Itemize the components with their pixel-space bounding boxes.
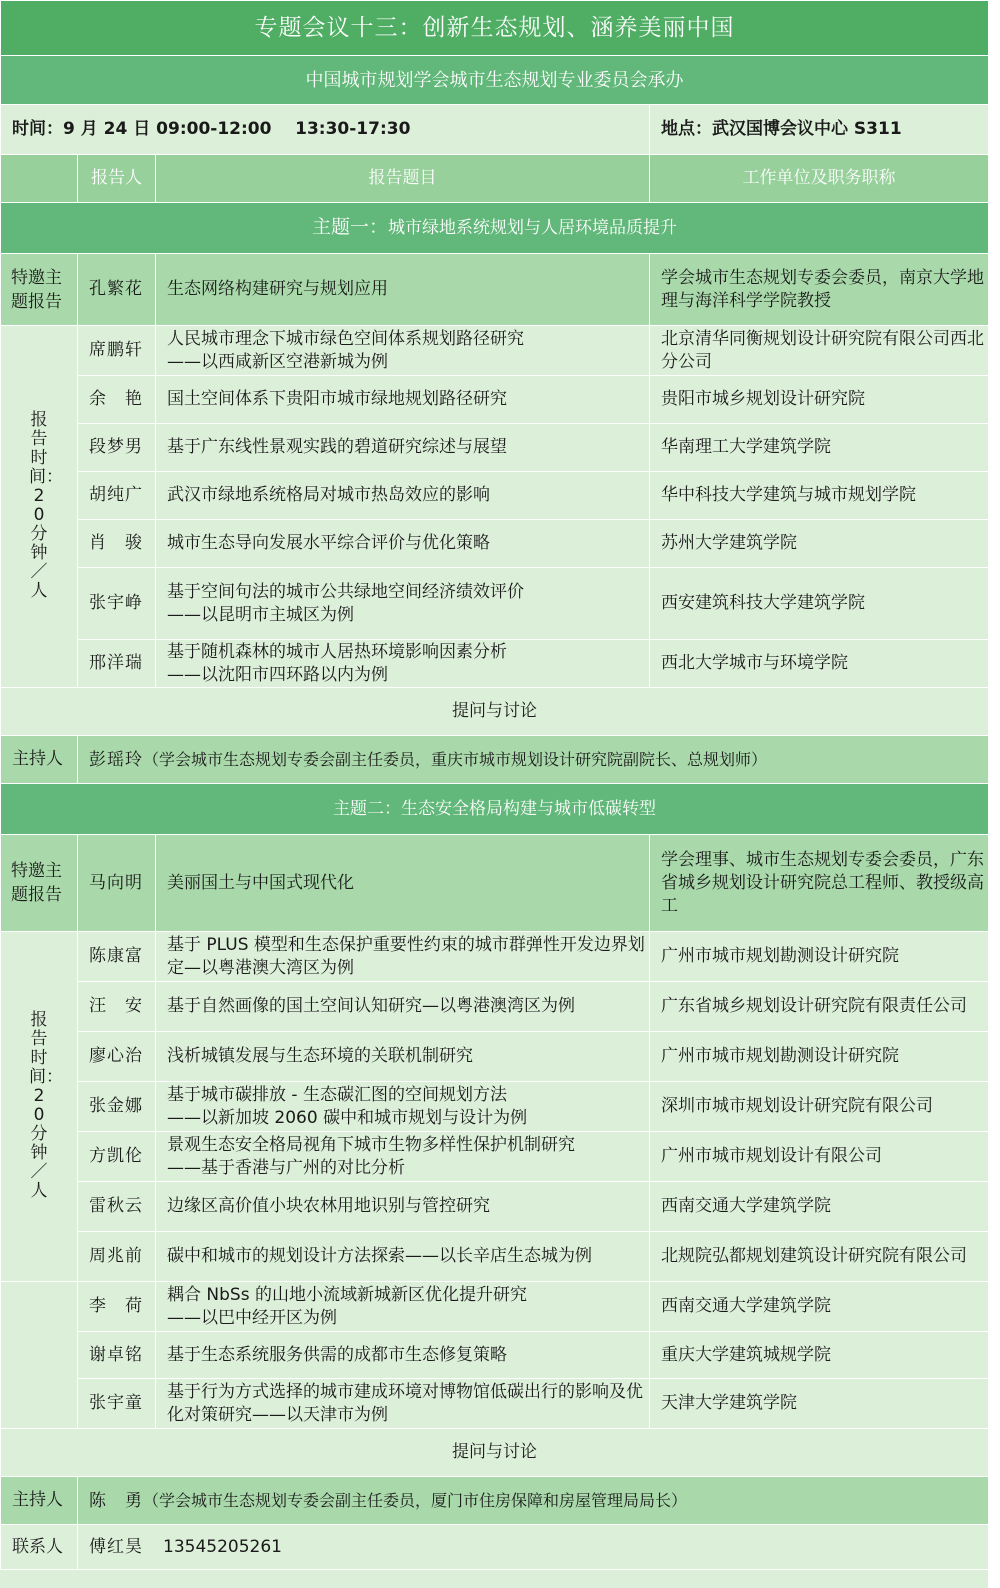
talk-topic: 人民城市理念下城市绿色空间体系规划路径研究 ——以西咸新区空港新城为例 [156, 326, 650, 376]
talk-affiliation: 西安建筑科技大学建筑学院 [650, 568, 989, 640]
talk-speaker: 陈康富 [78, 932, 156, 982]
talk-speaker: 段梦男 [78, 424, 156, 472]
talk-speaker: 席鹏轩 [78, 326, 156, 376]
talk-topic: 景观生态安全格局视角下城市生物多样性保护机制研究 ——基于香港与广州的对比分析 [156, 1132, 650, 1182]
talk-topic: 浅析城镇发展与生态环境的关联机制研究 [156, 1032, 650, 1082]
talk-affiliation: 北京清华同衡规划设计研究院有限公司西北分公司 [650, 326, 989, 376]
header-row [1, 155, 989, 203]
theme1-row [1, 203, 989, 254]
talk-speaker: 谢卓铭 [78, 1332, 156, 1379]
talk-topic: 基于空间句法的城市公共绿地空间经济绩效评价 ——以昆明市主城区为例 [156, 568, 650, 640]
report-time-label [1, 1282, 78, 1429]
talk-row [1, 424, 989, 472]
theme2-host [78, 1477, 989, 1525]
theme2-discussion-row [1, 1429, 989, 1477]
talk-affiliation: 广州市城市规划设计有限公司 [650, 1132, 989, 1182]
talk-affiliation: 北规院弘都规划建筑设计研究院有限公司 [650, 1232, 989, 1282]
keynote-topic: 美丽国土与中国式现代化 [156, 835, 650, 932]
talk-row [1, 1232, 989, 1282]
talk-affiliation: 华南理工大学建筑学院 [650, 424, 989, 472]
talk-row [1, 932, 989, 982]
report-time-text: 报告时间：20分钟／人 [29, 409, 63, 601]
talk-topic: 耦合 NbSs 的山地小流域新城新区优化提升研究 ——以巴中经开区为例 [156, 1282, 650, 1332]
header-affiliation: 工作单位及职务职称 [650, 155, 989, 203]
contact-phone: 13545205261 [163, 1536, 282, 1557]
talk-topic: 基于城市碳排放 - 生态碳汇图的空间规划方法 ——以新加坡 2060 碳中和城市规划与设计为例 [156, 1082, 650, 1132]
organizer: 中国城市规划学会城市生态规划专业委员会承办 [1, 56, 989, 105]
talk-affiliation: 西北大学城市与环境学院 [650, 640, 989, 688]
talk-row [1, 1082, 989, 1132]
theme1-label: 主题一： [311, 216, 388, 238]
talk-row [1, 472, 989, 520]
talk-affiliation: 深圳市城市规划设计研究院有限公司 [650, 1082, 989, 1132]
host-name: 彭瑶玲 [89, 749, 143, 770]
talk-row [1, 1282, 989, 1332]
theme1-discussion-row [1, 688, 989, 736]
theme2-name: 生态安全格局构建与城市低碳转型 [401, 798, 656, 819]
theme2-row [1, 784, 989, 835]
theme2-talks [1, 932, 989, 1282]
contact-label: 联系人 [1, 1525, 78, 1570]
header-topic: 报告题目 [156, 155, 650, 203]
organizer-row [1, 56, 989, 105]
theme1-keynote-row [1, 254, 989, 326]
talk-row [1, 1182, 989, 1232]
report-time-text: 报告时间：20分钟／人 [29, 1009, 63, 1201]
header-speaker: 报告人 [78, 155, 156, 203]
talk-topic: 边缘区高价值小块农林用地识别与管控研究 [156, 1182, 650, 1232]
session-time: 时间：9 月 24 日 09:00-12:00 13:30-17:30 [1, 105, 650, 155]
header-blank [1, 155, 78, 203]
report-time-label [1, 326, 78, 688]
theme1-talks [1, 326, 989, 688]
info-row [1, 105, 989, 155]
theme2-label: 主题二： [333, 798, 401, 819]
session-location: 地点：武汉国博会议中心 S311 [650, 105, 989, 155]
talk-row [1, 1332, 989, 1379]
talk-row [1, 982, 989, 1032]
talk-row [1, 1032, 989, 1082]
theme1-name: 城市绿地系统规划与人居环境品质提升 [388, 218, 677, 238]
talk-speaker: 张宇峥 [78, 568, 156, 640]
talk-speaker: 汪 安 [78, 982, 156, 1032]
host-description: （学会城市生态规划专委会副主任委员，重庆市城市规划设计研究院副院长、总规划师） [143, 749, 768, 769]
theme2-keynote-row [1, 835, 989, 932]
talk-row [1, 1379, 989, 1429]
keynote-affiliation: 学会城市生态规划专委会委员，南京大学地理与海洋科学学院教授 [650, 254, 989, 326]
discussion-label: 提问与讨论 [1, 688, 989, 736]
talk-speaker: 方凯伦 [78, 1132, 156, 1182]
talk-speaker: 廖心治 [78, 1032, 156, 1082]
talk-topic: 基于 PLUS 模型和生态保护重要性约束的城市群弹性开发边界划定—以粤港澳大湾区为例 [156, 932, 650, 982]
talk-row [1, 326, 989, 376]
talk-topic: 基于自然画像的国土空间认知研究—以粤港澳湾区为例 [156, 982, 650, 1032]
talk-topic: 武汉市绿地系统格局对城市热岛效应的影响 [156, 472, 650, 520]
talk-topic: 国土空间体系下贵阳市城市绿地规划路径研究 [156, 376, 650, 424]
keynote-speaker: 孔繁花 [78, 254, 156, 326]
host-description: （学会城市生态规划专委会副主任委员，厦门市住房保障和房屋管理局局长） [143, 1490, 688, 1510]
talk-topic: 基于生态系统服务供需的成都市生态修复策略 [156, 1332, 650, 1379]
talk-affiliation: 重庆大学建筑城规学院 [650, 1332, 989, 1379]
keynote-affiliation: 学会理事、城市生态规划专委会委员，广东省城乡规划设计研究院总工程师、教授级高工 [650, 835, 989, 932]
talk-affiliation: 广东省城乡规划设计研究院有限责任公司 [650, 982, 989, 1032]
talk-speaker: 雷秋云 [78, 1182, 156, 1232]
talk-affiliation: 广州市城市规划勘测设计研究院 [650, 932, 989, 982]
talk-speaker: 张宇童 [78, 1379, 156, 1429]
talk-affiliation: 华中科技大学建筑与城市规划学院 [650, 472, 989, 520]
host-label: 主持人 [1, 1477, 78, 1525]
talk-affiliation: 贵阳市城乡规划设计研究院 [650, 376, 989, 424]
theme1-host [78, 736, 989, 784]
talk-affiliation: 天津大学建筑学院 [650, 1379, 989, 1429]
talk-affiliation: 广州市城市规划勘测设计研究院 [650, 1032, 989, 1082]
session-title: 专题会议十三：创新生态规划、涵养美丽中国 [1, 1, 989, 56]
theme2-extra-talks [1, 1282, 989, 1429]
theme1-host-row [1, 736, 989, 784]
discussion-label: 提问与讨论 [1, 1429, 989, 1477]
talk-speaker: 李 荷 [78, 1282, 156, 1332]
host-name: 陈 勇 [89, 1490, 143, 1511]
talk-affiliation: 苏州大学建筑学院 [650, 520, 989, 568]
talk-speaker: 邢洋瑞 [78, 640, 156, 688]
talk-topic: 基于行为方式选择的城市建成环境对博物馆低碳出行的影响及优化对策研究——以天津市为例 [156, 1379, 650, 1429]
host-label: 主持人 [1, 736, 78, 784]
talk-topic: 碳中和城市的规划设计方法探索——以长辛店生态城为例 [156, 1232, 650, 1282]
keynote-topic: 生态网络构建研究与规划应用 [156, 254, 650, 326]
talk-affiliation: 西南交通大学建筑学院 [650, 1182, 989, 1232]
talk-row [1, 1132, 989, 1182]
talk-row [1, 520, 989, 568]
talk-speaker: 周兆前 [78, 1232, 156, 1282]
keynote-speaker: 马向明 [78, 835, 156, 932]
contact-name: 傅红昊 [89, 1536, 143, 1557]
keynote-label: 特邀主题报告 [1, 835, 78, 932]
theme2-heading [1, 784, 989, 835]
theme2-host-row [1, 1477, 989, 1525]
talk-affiliation: 西南交通大学建筑学院 [650, 1282, 989, 1332]
talk-row [1, 376, 989, 424]
talk-speaker: 胡纯广 [78, 472, 156, 520]
contact-row [1, 1525, 989, 1570]
talk-speaker: 张金娜 [78, 1082, 156, 1132]
talk-speaker: 肖 骏 [78, 520, 156, 568]
talk-speaker: 余 艳 [78, 376, 156, 424]
talk-topic: 基于广东线性景观实践的碧道研究综述与展望 [156, 424, 650, 472]
talk-row [1, 568, 989, 640]
contact-info [78, 1525, 989, 1570]
keynote-label: 特邀主题报告 [1, 254, 78, 326]
talk-topic: 基于随机森林的城市人居热环境影响因素分析 ——以沈阳市四环路以内为例 [156, 640, 650, 688]
title-row [1, 1, 989, 56]
talk-topic: 城市生态导向发展水平综合评价与优化策略 [156, 520, 650, 568]
report-time-label [1, 932, 78, 1282]
talk-row [1, 640, 989, 688]
theme1-heading [1, 203, 989, 254]
